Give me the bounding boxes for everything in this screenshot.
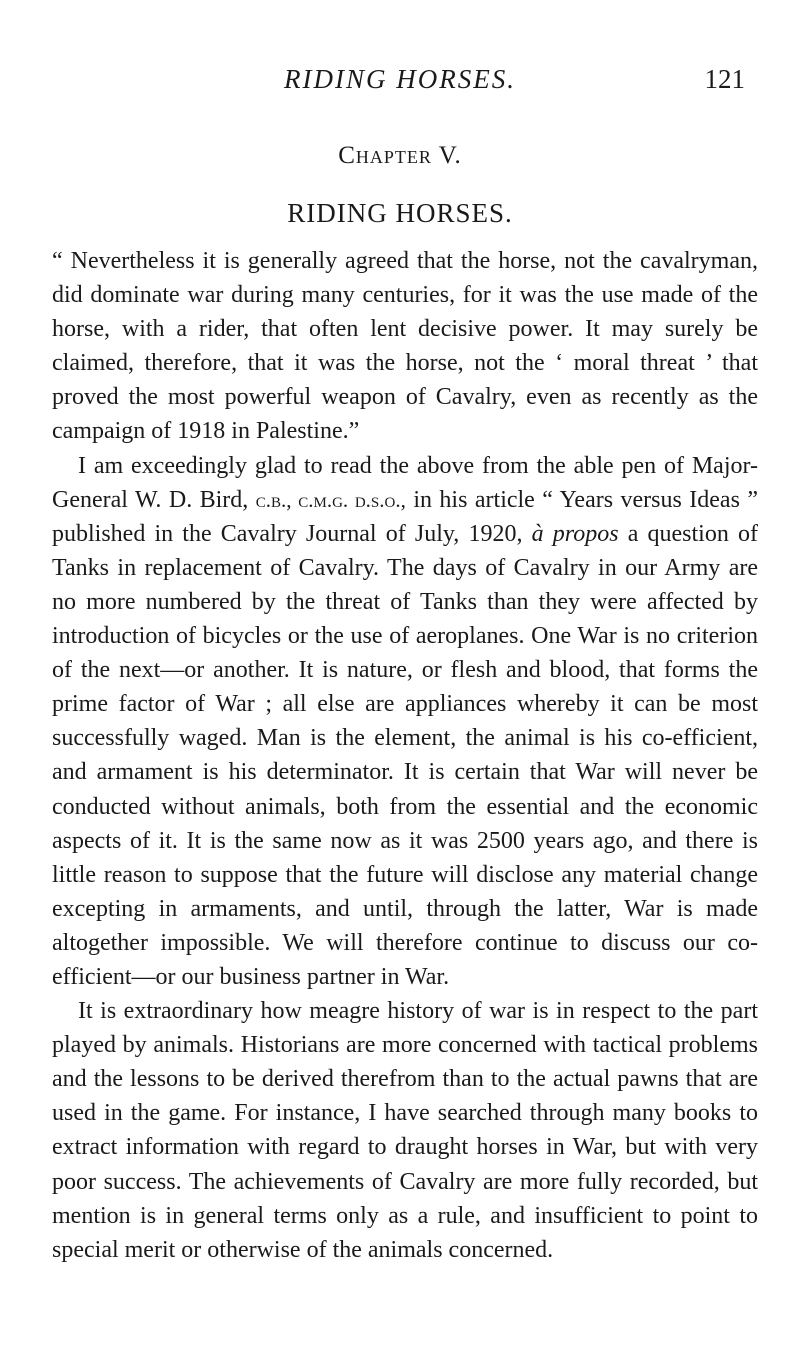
page-number: 121 — [704, 64, 745, 94]
paragraph-text: in his article “ Years versus Ideas ” published in the Cavalry Journal of July, 1920, — [52, 486, 759, 547]
running-title: RIDING HORSES. — [284, 64, 516, 94]
running-header — [0, 64, 800, 104]
honours-abbreviation: c.b., c.m.g. d.s.o., — [255, 487, 406, 512]
paragraph-history-of-animals: It is extraordinary how meagre history of war is in respect to the part played by animals. Historians are more concerned with tactical problems and the lessons to be derived therefrom than to the actual pawns that are used in the game. For instance, I have searched through many books to extract information with regard to draught horses in War, but with very poor success. The achievements of Cavalry are more fully recorded, but mention is in general terms only as a rule, and insufficient to point to special merit or otherwise of the animals concerned. — [52, 998, 758, 1263]
paragraph-text: a question of Tanks in replacement of Cavalry. The days of Cavalry in our Army are no more numbered by the threat of Tanks than they were affected by introduction of bicycles or the use of aeroplanes. One War is no criterion of the next—or another. It is nature, or flesh and blood, that forms the prime factor of War ; all else are appliances whereby it can be most successfully waged. Man is the element, the animal is his co-efficient, and armament is his determinator. It is certain that War will never be conducted without animals, both from the essential and the economic aspects of it. It is the same now as it was 2500 years ago, and there is little reason to suppose that the future will disclose any material change excepting in armaments, and until, through the latter, War is made altogether impossible. We will therefore continue to discuss our co-efficient—or our business partner in War. — [52, 520, 758, 990]
paragraph-quotation: “ Nevertheless it is generally agreed that the horse, not the cavalryman, did dominate war during many centuries, for it was the use made of the horse, with a rider, that often lent decisive power. It may surely be claimed, therefore, that it was the horse, not the ‘ moral threat ’ that proved the most powerful weapon of Cavalry, even as recently as the campaign of 1918 in Palestine.” — [52, 248, 758, 445]
body-text — [52, 244, 758, 1267]
paragraph-text: I am exceedingly glad to read the above from the able pen of Major-General W. D. Bird, — [52, 452, 758, 513]
chapter-title: RIDING HORSES. — [287, 198, 513, 228]
italic-phrase: à propos — [531, 520, 619, 547]
chapter-heading: Chapter V. — [338, 142, 462, 169]
paragraph-tanks-versus-cavalry — [52, 449, 758, 995]
